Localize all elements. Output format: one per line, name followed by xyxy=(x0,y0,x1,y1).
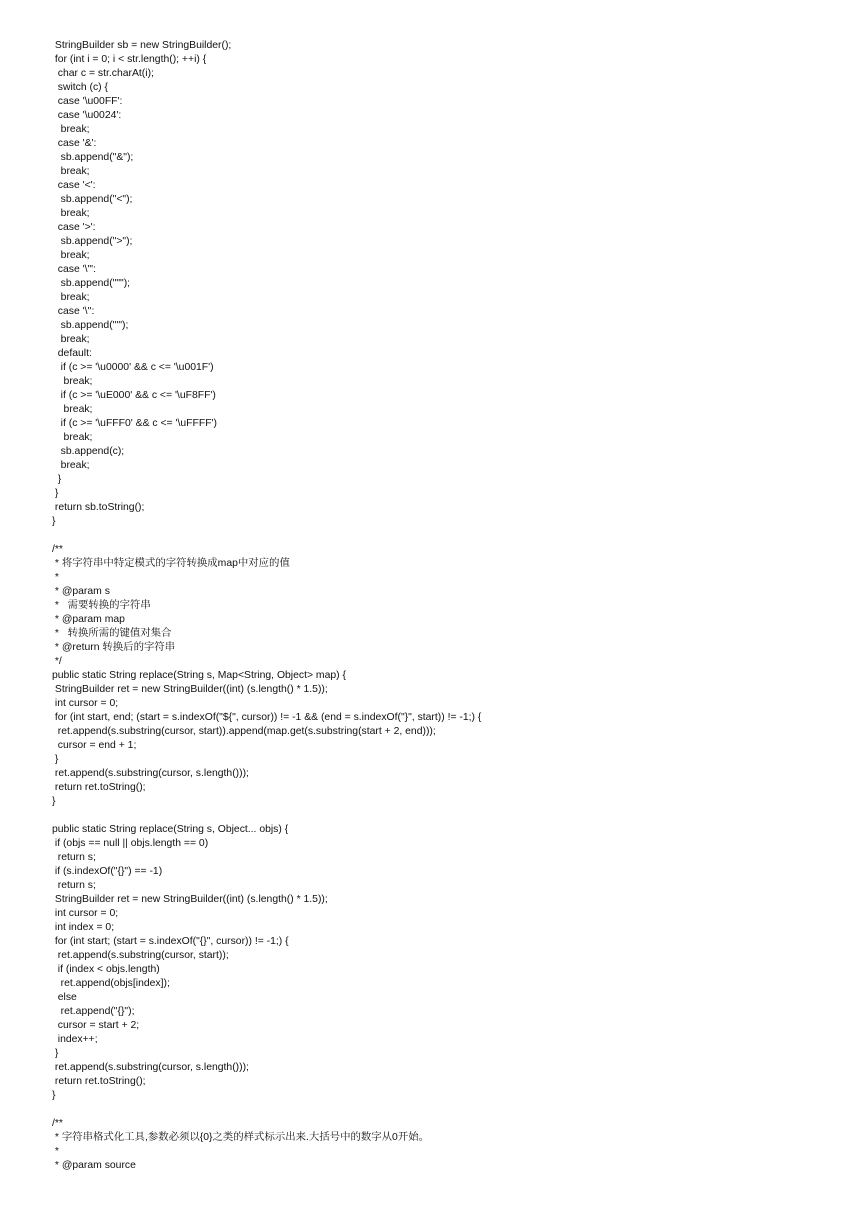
code-line: break; xyxy=(52,334,90,345)
code-line: case '\"': xyxy=(52,264,97,275)
code-line: case '&': xyxy=(52,138,97,149)
code-line: } xyxy=(52,796,56,807)
code-line: case '\u00FF': xyxy=(52,96,123,107)
code-line: ret.append(s.substring(cursor, s.length())); xyxy=(52,768,249,779)
code-line: switch (c) { xyxy=(52,82,109,93)
code-line: int cursor = 0; xyxy=(52,908,119,919)
code-line: if (c >= '\u0000' && c <= '\u001F') xyxy=(52,362,214,373)
code-line: break; xyxy=(52,404,93,415)
code-line xyxy=(52,529,852,543)
code-line: ret.append(s.substring(cursor, start)); xyxy=(52,950,229,961)
code-line xyxy=(52,809,852,823)
code-line: return s; xyxy=(52,880,96,891)
code-line: cursor = start + 2; xyxy=(52,1020,140,1031)
code-line: case '>': xyxy=(52,222,96,233)
code-line: public static String replace(String s, Object... objs) { xyxy=(52,824,289,835)
code-line: int index = 0; xyxy=(52,922,115,933)
code-line: public static String replace(String s, Map<String, Object> map) { xyxy=(52,670,346,681)
code-line: */ xyxy=(52,656,62,667)
code-line: if (index < objs.length) xyxy=(52,964,160,975)
code-line: break; xyxy=(52,250,90,261)
code-line: break; xyxy=(52,166,90,177)
code-line: case '<': xyxy=(52,180,96,191)
code-line: int cursor = 0; xyxy=(52,698,119,709)
code-line: /** xyxy=(52,1118,63,1129)
code-line: sb.append("'"); xyxy=(52,320,129,331)
code-line: } xyxy=(52,754,59,765)
code-line: * @param source xyxy=(52,1160,136,1171)
code-line: } xyxy=(52,1048,59,1059)
code-line: * 字符串格式化工具,参数必须以{0}之类的样式标示出来.大括号中的数字从0开始。 xyxy=(52,1132,429,1143)
code-line: case '\u0024': xyxy=(52,110,122,121)
code-line: if (objs == null || objs.length == 0) xyxy=(52,838,209,849)
code-line: } xyxy=(52,488,59,499)
code-line: break; xyxy=(52,292,90,303)
code-line: break; xyxy=(52,124,90,135)
code-line xyxy=(52,1103,852,1117)
code-line: index++; xyxy=(52,1034,98,1045)
code-line: if (c >= '\uFFF0' && c <= '\uFFFF') xyxy=(52,418,217,429)
code-line: cursor = end + 1; xyxy=(52,740,137,751)
code-line: * @return 转换后的字符串 xyxy=(52,642,176,653)
code-line: case '\'': xyxy=(52,306,95,317)
code-line: StringBuilder ret = new StringBuilder((int) (s.length() * 1.5)); xyxy=(52,684,328,695)
code-line: return ret.toString(); xyxy=(52,1076,146,1087)
code-line: * 转换所需的键值对集合 xyxy=(52,628,172,639)
code-line: return sb.toString(); xyxy=(52,502,145,513)
code-line: return s; xyxy=(52,852,96,863)
code-line: * 需要转换的字符串 xyxy=(52,600,151,611)
code-line: if (c >= '\uE000' && c <= '\uF8FF') xyxy=(52,390,216,401)
code-line: } xyxy=(52,474,62,485)
code-line: ret.append("{}"); xyxy=(52,1006,135,1017)
code-line: break; xyxy=(52,208,90,219)
code-line: for (int start, end; (start = s.indexOf("${", cursor)) != -1 && (end = s.indexOf("}", start)) != -1;) { xyxy=(52,712,482,723)
code-line: for (int i = 0; i < str.length(); ++i) { xyxy=(52,54,207,65)
code-line: sb.append(">"); xyxy=(52,236,133,247)
code-line: ret.append(s.substring(cursor, s.length())); xyxy=(52,1062,249,1073)
code-line: if (s.indexOf("{}") == -1) xyxy=(52,866,163,877)
code-line: /** xyxy=(52,544,63,555)
code-line: return ret.toString(); xyxy=(52,782,146,793)
code-line: StringBuilder sb = new StringBuilder(); xyxy=(52,40,232,51)
code-line: break; xyxy=(52,432,93,443)
code-line: sb.append("<"); xyxy=(52,194,133,205)
code-line: * @param map xyxy=(52,614,125,625)
code-line: StringBuilder ret = new StringBuilder((int) (s.length() * 1.5)); xyxy=(52,894,328,905)
code-line: break; xyxy=(52,460,90,471)
code-line: default: xyxy=(52,348,92,359)
code-line: ret.append(objs[index]); xyxy=(52,978,170,989)
code-line: ret.append(s.substring(cursor, start)).append(map.get(s.substring(start + 2, end))); xyxy=(52,726,436,737)
code-line: sb.append("""); xyxy=(52,278,131,289)
code-line: * xyxy=(52,1146,59,1157)
code-line: sb.append("&"); xyxy=(52,152,134,163)
code-line: } xyxy=(52,1090,56,1101)
code-line: } xyxy=(52,516,56,527)
code-line: break; xyxy=(52,376,93,387)
code-line: sb.append(c); xyxy=(52,446,125,457)
code-line: else xyxy=(52,992,77,1003)
code-line: char c = str.charAt(i); xyxy=(52,68,154,79)
code-block xyxy=(52,39,852,1173)
code-line: * 将字符串中特定模式的字符转换成map中对应的值 xyxy=(52,558,290,569)
code-line: for (int start; (start = s.indexOf("{}", cursor)) != -1;) { xyxy=(52,936,289,947)
code-line: * xyxy=(52,572,59,583)
code-line: * @param s xyxy=(52,586,110,597)
